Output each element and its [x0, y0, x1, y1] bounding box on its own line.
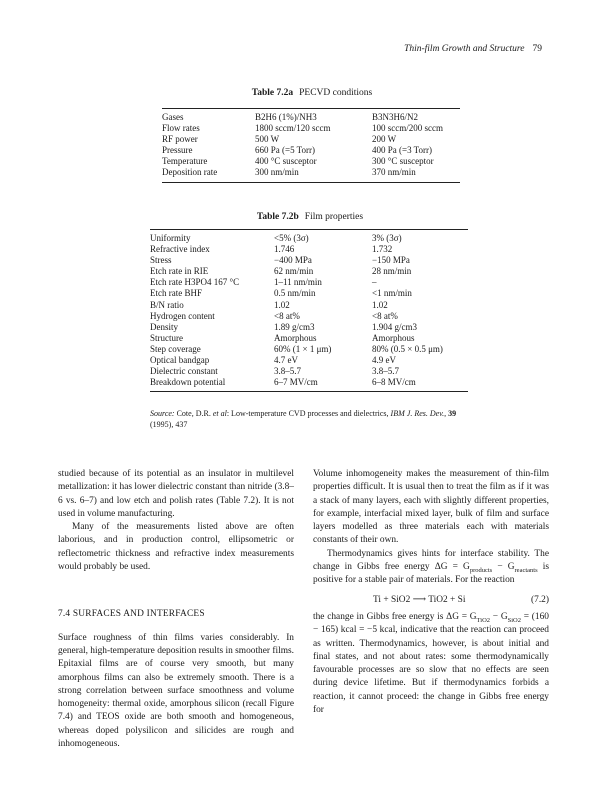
- table-a-row: [162, 145, 460, 156]
- table-b-row: [150, 344, 468, 355]
- table-a-row: [162, 167, 460, 182]
- table-a-cell: 660 Pa (=5 Torr): [255, 145, 316, 156]
- table-b-cell: Breakdown potential: [150, 377, 226, 388]
- table-b-cell: <1 nm/min: [372, 288, 412, 299]
- table-a-cell: Pressure: [162, 145, 193, 156]
- right-paragraph-3: the change in Gibbs free energy is $\Delta G = G_{TiO2} - G_{SiO2} = (160 - 165)$ kcal = −5 kcal, indicative that the reaction can proceed as written. Thermodynamics, however, is about initial and final states, and not about rates: some thermodynamically favourable processes are so slow that no effects are seen during device lifetime. But if thermodynamics forbids a reaction, it cannot proceed: the change in Gibbs free energy for: [313, 611, 549, 716]
- table-b-cell: 1.89 g/cm3: [274, 321, 315, 332]
- table-a-caption: [212, 88, 412, 98]
- table-b-cell: Stress: [150, 255, 172, 266]
- source-title: : Low-temperature CVD processes and dielectrics,: [226, 409, 389, 418]
- running-header: [392, 44, 542, 54]
- table-a-title: PECVD conditions: [299, 88, 373, 98]
- table-b-cell: 3.8–5.7: [274, 366, 301, 377]
- table-b-cell: Step coverage: [150, 343, 201, 354]
- table-b-cell: 3.8–5.7: [372, 366, 399, 377]
- table-b-cell: 1.732: [372, 244, 393, 255]
- table-b-cell: Amorphous: [372, 332, 415, 343]
- table-b-title: Film properties: [304, 212, 364, 222]
- table-a-cell: 300 nm/min: [255, 167, 299, 178]
- section-heading: 7.4 SURFACES AND INTERFACES: [58, 609, 205, 620]
- table-b-cell: 6–8 MV/cm: [372, 377, 416, 388]
- table-b-cell: 28 nm/min: [372, 266, 412, 277]
- table-b-label: Table 7.2b: [256, 212, 299, 222]
- table-pecvd-conditions: [162, 108, 460, 183]
- left-paragraph-1: studied because of its potential as an insulator in multilevel metallization: it has lower dielectric constant than nitride (3.8–6 vs. 6–7) and low etch and polish rates (Table 7.2). It is not used in volume manufacturing.: [58, 469, 294, 519]
- table-a-cell: 100 sccm/200 sccm: [372, 123, 443, 134]
- equation-7-2: [313, 594, 549, 607]
- table-b-row: [150, 322, 468, 333]
- table-a-label: Table 7.2a: [251, 88, 294, 98]
- right-text-column: [313, 468, 549, 717]
- table-b-cell: Optical bandgap: [150, 355, 210, 366]
- left-text-column: [58, 468, 294, 751]
- table-b-row: [150, 266, 468, 277]
- table-b-cell: −400 MPa: [274, 255, 312, 266]
- table-a-cell: 400 °C susceptor: [255, 156, 317, 167]
- table-b-row: [150, 377, 468, 392]
- table-b-row: [150, 300, 468, 311]
- table-b-cell: Etch rate in RIE: [150, 266, 209, 277]
- table-a-cell: 300 °C susceptor: [372, 156, 434, 167]
- table-b-cell: 4.7 eV: [274, 355, 298, 366]
- table-a-row: [162, 134, 460, 145]
- table-a-cell: 370 nm/min: [372, 167, 416, 178]
- table-b-cell: 1.904 g/cm3: [372, 321, 417, 332]
- table-b-cell: Uniformity: [150, 233, 191, 243]
- table-b-cell: 1.02: [372, 299, 388, 310]
- table-a-cell: B2H6 (1%)/NH3: [255, 112, 317, 122]
- table-a-cell: 500 W: [255, 134, 280, 145]
- table-b-row: [150, 311, 468, 322]
- running-title: Thin-film Growth and Structure: [404, 44, 525, 54]
- source-journal: IBM J. Res. Dev.: [390, 409, 445, 418]
- table-a-cell: 1800 sccm/120 sccm: [255, 123, 331, 134]
- table-b-cell: Hydrogen content: [150, 310, 215, 321]
- right-paragraph-1: Volume inhomogeneity makes the measurement of thin-film properties difficult. It is usual then to treat the film as if it was a stack of many layers, each with slightly different properties, for example, interfacial mixed layer, bulk of film and surface layers modelled as three materials each with materials constants of their own.: [313, 469, 549, 546]
- table-a-cell: 400 Pa (=3 Torr): [372, 145, 433, 156]
- table-b-row: [150, 244, 468, 255]
- table-b-cell: 1–11 nm/min: [274, 277, 322, 288]
- table-b-cell: 0.5 nm/min: [274, 288, 316, 299]
- table-b-cell: Refractive index: [150, 244, 210, 255]
- table-a-cell: 200 W: [372, 134, 397, 145]
- table-a-cell: Flow rates: [162, 123, 200, 134]
- left-paragraph-2: Many of the measurements listed above are often laborious, and in production control, ellipsometric or reflectometric thickness and refractive index measurements would probably be used.: [58, 522, 294, 573]
- table-source-note: Source: Cote, D.R. et al: Low-temperature CVD processes and dielectrics, IBM J. Res. Dev., 39 (1995), 437: [150, 409, 457, 429]
- table-b-row: [150, 366, 468, 377]
- table-film-properties: [150, 229, 468, 392]
- table-b-cell: 6–7 MV/cm: [274, 377, 318, 388]
- table-a-row: [162, 123, 460, 134]
- table-b-cell: –: [372, 277, 377, 288]
- table-b-row: [150, 255, 468, 266]
- source-rest: (1995), 437: [150, 420, 188, 429]
- table-b-cell: 1.746: [274, 244, 295, 255]
- table-b-cell: 4.9 eV: [372, 355, 396, 366]
- left-paragraph-3: Surface roughness of thin films varies considerably. In general, high-temperature deposition results in smoother films. Epitaxial films are of course very smooth, but many amorphous films can also be extremely smooth. There is a strong correlation between surface smoothness and volume homogeneity: thermal oxide, amorphous silicon (recall Figure 7.4) and TEOS oxide are both smooth and homogeneous, whereas doped polysilicon and silicides are rough and inhomogeneous.: [58, 632, 294, 750]
- table-a-cell: B3N3H6/N2: [372, 112, 419, 122]
- right-paragraph-2: Thermodynamics gives hints for interface stability. The change in Gibbs free energy $\Delta G = G_{products} - G_{reactants}$ is positive for a stable pair of materials. For the reaction: [313, 548, 549, 586]
- table-b-cell: 3% (3σ): [372, 233, 402, 243]
- table-a-cell: Deposition rate: [162, 167, 218, 178]
- table-b-cell: <8 at%: [372, 310, 398, 321]
- source-et-al: et al: [212, 409, 227, 418]
- table-b-cell: Etch rate H3PO4 167 °C: [150, 277, 240, 288]
- table-b-cell: B/N ratio: [150, 299, 184, 310]
- source-volume: 39: [448, 409, 457, 418]
- table-b-cell: <8 at%: [274, 310, 300, 321]
- table-b-row: [150, 230, 468, 245]
- table-b-row: [150, 333, 468, 344]
- source-authors: Cote, D.R.: [176, 409, 211, 418]
- table-a-row: [162, 156, 460, 167]
- equation-number: (7.2): [531, 594, 549, 605]
- table-a-row: [162, 109, 460, 124]
- table-a-cell: Temperature: [162, 156, 208, 167]
- table-b-cell: <5% (3σ): [274, 233, 309, 243]
- table-b-cell: Density: [150, 321, 178, 332]
- table-b-cell: 62 nm/min: [274, 266, 314, 277]
- table-b-cell: 80% (0.5 × 0.5 μm): [372, 343, 443, 354]
- table-b-cell: Amorphous: [274, 332, 317, 343]
- table-a-cell: Gases: [162, 112, 184, 122]
- table-b-cell: −150 MPa: [372, 255, 410, 266]
- page-number: 79: [532, 44, 542, 54]
- table-b-cell: 1.02: [274, 299, 290, 310]
- table-b-cell: Etch rate BHF: [150, 288, 202, 299]
- table-b-cell: 60% (1 × 1 μm): [274, 343, 332, 354]
- table-b-row: [150, 288, 468, 299]
- table-b-cell: Structure: [150, 332, 183, 343]
- table-a-cell: RF power: [162, 134, 198, 145]
- equation-body: Ti + SiO2 ⟶ TiO2 + Si: [373, 594, 466, 605]
- source-label: Source:: [150, 409, 175, 418]
- table-b-caption: [210, 212, 410, 222]
- table-b-row: [150, 277, 468, 288]
- table-b-cell: Dielectric constant: [150, 366, 218, 377]
- table-b-row: [150, 355, 468, 366]
